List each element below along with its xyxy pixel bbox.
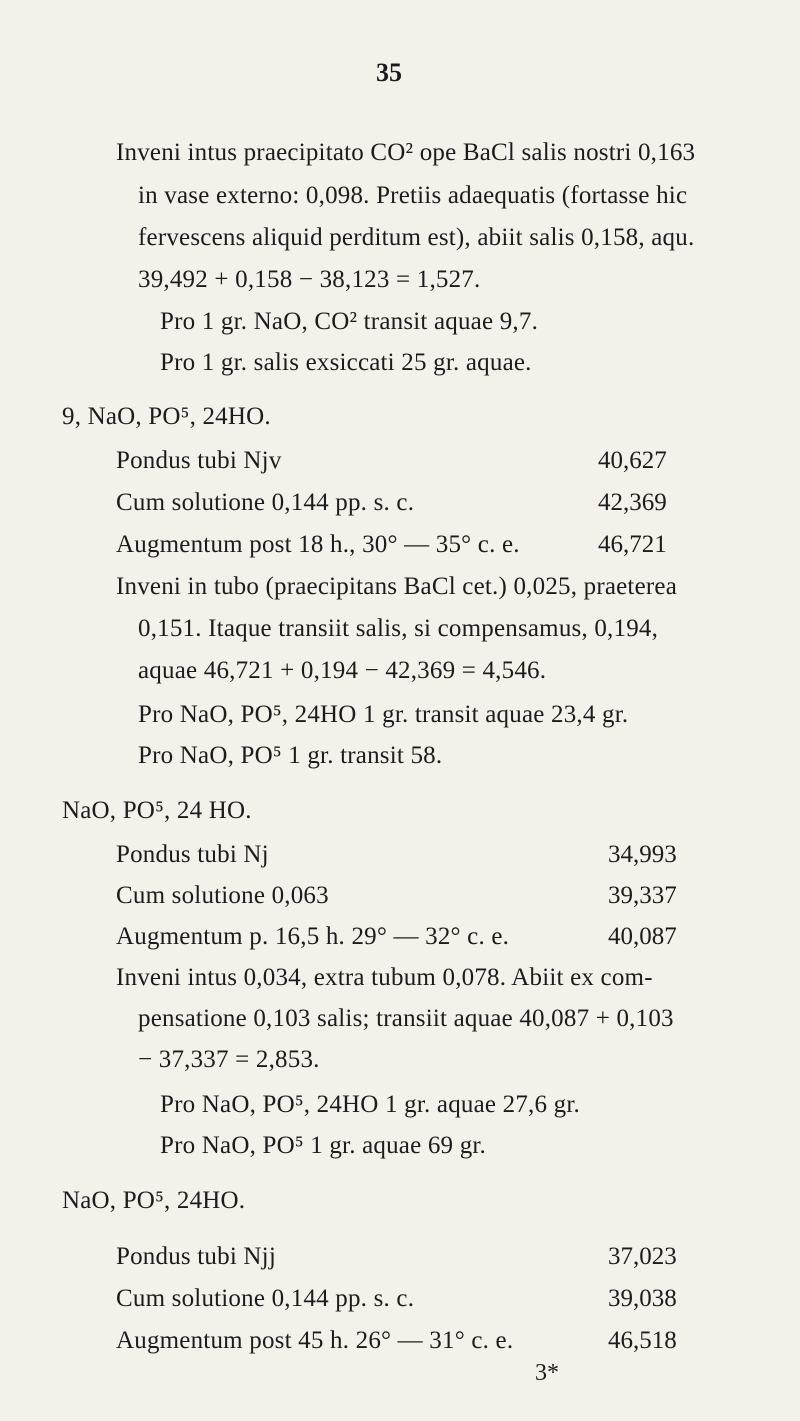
exp10-result-2: Pro NaO, PO⁵ 1 gr. aquae 69 gr.	[160, 1132, 486, 1159]
exp10-row1-label: Pondus tubi Nj	[116, 841, 269, 868]
exp9-result-2: Pro NaO, PO⁵ 1 gr. transit 58.	[138, 742, 443, 769]
page-number: 35	[376, 58, 402, 87]
intro-line-6: Pro 1 gr. salis exsiccati 25 gr. aquae.	[160, 349, 532, 376]
exp9-text-2: 0,151. Itaque transiit salis, si compensamus, 0,194,	[138, 615, 659, 642]
exp11-row3-value: 46,518	[608, 1327, 677, 1354]
signature-mark: 3*	[535, 1360, 559, 1386]
exp10-row3-label: Augmentum p. 16,5 h. 29° — 32° c. e.	[116, 923, 510, 950]
intro-line-4: 39,492 + 0,158 − 38,123 = 1,527.	[138, 266, 481, 293]
exp9-row2-value: 42,369	[598, 489, 667, 516]
exp9-row1-value: 40,627	[598, 447, 667, 474]
exp11-heading: NaO, PO⁵, 24HO.	[62, 1187, 246, 1214]
exp9-text-1: Inveni in tubo (praecipitans BaCl cet.) 0,025, praeterea	[116, 573, 677, 600]
exp9-row3-label: Augmentum post 18 h., 30° — 35° c. e.	[116, 531, 520, 558]
exp10-row2-value: 39,337	[608, 882, 677, 909]
exp11-row1-value: 37,023	[608, 1243, 677, 1270]
exp10-text-1: Inveni intus 0,034, extra tubum 0,078. Abiit ex com-	[116, 964, 653, 991]
intro-line-2: in vase externo: 0,098. Pretiis adaequatis (fortasse hic	[138, 182, 688, 209]
exp9-heading: 9, NaO, PO⁵, 24HO.	[62, 403, 271, 430]
exp9-row1-label: Pondus tubi Njv	[116, 447, 282, 474]
exp10-text-3: − 37,337 = 2,853.	[138, 1046, 320, 1073]
exp9-row2-label: Cum solutione 0,144 pp. s. c.	[116, 489, 415, 516]
intro-line-3: fervescens aliquid perditum est), abiit salis 0,158, aqu.	[138, 224, 695, 251]
intro-line-5: Pro 1 gr. NaO, CO² transit aquae 9,7.	[160, 308, 539, 335]
exp11-row2-value: 39,038	[608, 1285, 677, 1312]
exp9-row3-value: 46,721	[598, 531, 667, 558]
exp9-text-3: aquae 46,721 + 0,194 − 42,369 = 4,546.	[138, 657, 547, 684]
exp10-text-2: pensatione 0,103 salis; transiit aquae 40,087 + 0,103	[138, 1005, 674, 1032]
exp10-heading: NaO, PO⁵, 24 HO.	[62, 797, 252, 824]
intro-line-1: Inveni intus praecipitato CO² ope BaCl salis nostri 0,163	[116, 139, 696, 166]
exp11-row2-label: Cum solutione 0,144 pp. s. c.	[116, 1285, 415, 1312]
exp10-row2-label: Cum solutione 0,063	[116, 882, 329, 909]
exp11-row3-label: Augmentum post 45 h. 26° — 31° c. e.	[116, 1327, 514, 1354]
exp9-result-1: Pro NaO, PO⁵, 24HO 1 gr. transit aquae 23,4 gr.	[138, 701, 629, 728]
exp10-result-1: Pro NaO, PO⁵, 24HO 1 gr. aquae 27,6 gr.	[160, 1091, 580, 1118]
exp10-row3-value: 40,087	[608, 923, 677, 950]
exp10-row1-value: 34,993	[608, 841, 677, 868]
exp11-row1-label: Pondus tubi Njj	[116, 1243, 276, 1270]
